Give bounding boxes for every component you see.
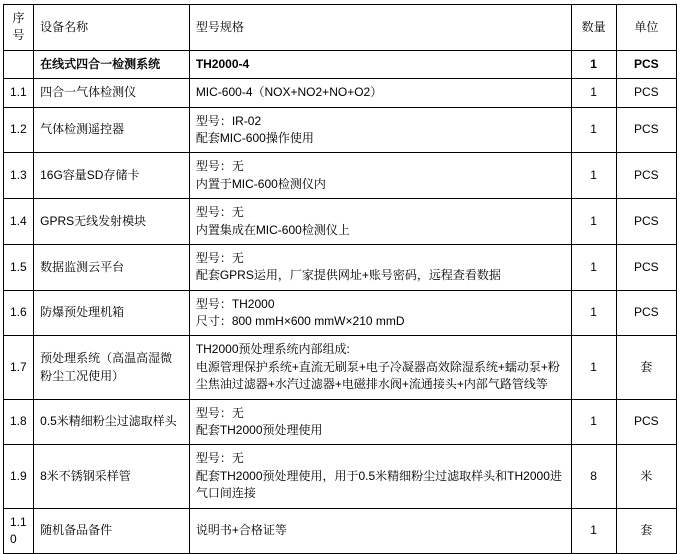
row-spec-line: 型号：TH2000 — [195, 296, 275, 311]
row-spec-line: 型号：无 — [195, 405, 244, 420]
row-spec — [189, 79, 571, 107]
row-equipment-name: 防爆预处理机箱 — [34, 290, 190, 336]
row-equipment-name: 四合一气体检测仪 — [34, 79, 190, 107]
table-row — [4, 244, 677, 290]
table-header-row — [4, 5, 677, 51]
row-equipment-name: 8米不锈钢采样管 — [34, 445, 190, 508]
row-spec-line: MIC-600-4（NOX+NO2+NO+O2） — [195, 85, 383, 100]
row-quantity: 1 — [571, 79, 616, 107]
row-equipment-name: 在线式四合一检测系统 — [34, 50, 190, 78]
equipment-table — [3, 4, 677, 554]
row-equipment-name: 预处理系统（高温高湿微粉尘工况使用） — [34, 336, 190, 399]
row-spec — [189, 336, 571, 399]
row-unit: 套 — [616, 336, 676, 399]
column-header-no — [4, 5, 34, 51]
row-spec-line: 电源管理保护系统+直流无刷泵+电子冷凝器高效除湿系统+蠕动泵+粉尘焦油过滤器+水汽过滤器+电磁排水阀+流通接头+内部气路管线等 — [195, 359, 560, 392]
row-quantity: 1 — [571, 244, 616, 290]
row-spec-line: TH2000预处理系统内部组成: — [195, 342, 350, 357]
row-spec — [189, 508, 571, 554]
row-quantity: 8 — [571, 445, 616, 508]
table-row — [4, 399, 677, 445]
row-spec — [189, 107, 571, 153]
row-spec-line: 说明书+合格证等 — [195, 523, 287, 538]
row-spec-line: 型号：无 — [195, 451, 244, 466]
row-unit: PCS — [616, 199, 676, 245]
row-quantity: 1 — [571, 50, 616, 78]
column-header-no-line2: 号 — [12, 28, 25, 43]
table-row — [4, 290, 677, 336]
row-equipment-name: 0.5米精细粉尘过滤取样头 — [34, 399, 190, 445]
row-number: 1.3 — [4, 153, 34, 199]
row-spec-line: 配套GPRS运用，厂家提供网址+账号密码，远程查看数据 — [195, 268, 501, 283]
row-unit: PCS — [616, 290, 676, 336]
table-row — [4, 107, 677, 153]
row-number: 1.5 — [4, 244, 34, 290]
row-spec-line: 内置于MIC-600检测仪内 — [195, 176, 326, 191]
row-quantity: 1 — [571, 399, 616, 445]
table-row — [4, 445, 677, 508]
row-spec-line: TH2000-4 — [195, 56, 250, 71]
row-number: 1.10 — [4, 508, 34, 554]
row-spec-line: 配套TH2000预处理使用 — [195, 423, 323, 438]
row-quantity: 1 — [571, 199, 616, 245]
column-header-name: 设备名称 — [34, 5, 190, 51]
row-unit: PCS — [616, 50, 676, 78]
table-row — [4, 153, 677, 199]
row-number: 1.9 — [4, 445, 34, 508]
row-quantity: 1 — [571, 336, 616, 399]
row-unit: PCS — [616, 153, 676, 199]
row-spec-line: 型号：无 — [195, 159, 244, 174]
row-unit: 米 — [616, 445, 676, 508]
row-unit: PCS — [616, 244, 676, 290]
row-equipment-name: 气体检测遥控器 — [34, 107, 190, 153]
row-number: 1.2 — [4, 107, 34, 153]
table-row — [4, 508, 677, 554]
row-spec-line: 配套TH2000预处理使用，用于0.5米精细粉尘过滤取样头和TH2000进气口间连接 — [195, 468, 562, 501]
row-spec-line: 配套MIC-600操作使用 — [195, 130, 314, 145]
row-spec — [189, 199, 571, 245]
row-spec — [189, 50, 571, 78]
row-number: 1.4 — [4, 199, 34, 245]
row-spec-line: 尺寸：800 mmH×600 mmW×210 mmD — [195, 314, 405, 329]
row-number: 1.1 — [4, 79, 34, 107]
row-spec-line: 型号：IR-02 — [195, 113, 262, 128]
row-spec-line: 内置集成在MIC-600检测仪上 — [195, 222, 350, 237]
row-equipment-name: 数据监测云平台 — [34, 244, 190, 290]
row-spec — [189, 244, 571, 290]
row-equipment-name: GPRS无线发射模块 — [34, 199, 190, 245]
row-spec-line: 型号：无 — [195, 205, 244, 220]
row-quantity: 1 — [571, 290, 616, 336]
table-row — [4, 199, 677, 245]
column-header-unit: 单位 — [616, 5, 676, 51]
table-row — [4, 79, 677, 107]
row-quantity: 1 — [571, 153, 616, 199]
row-spec — [189, 445, 571, 508]
row-unit: 套 — [616, 508, 676, 554]
row-spec — [189, 399, 571, 445]
column-header-spec: 型号规格 — [189, 5, 571, 51]
row-quantity: 1 — [571, 107, 616, 153]
row-equipment-name: 随机备品备件 — [34, 508, 190, 554]
table-row — [4, 50, 677, 78]
row-quantity: 1 — [571, 508, 616, 554]
row-number: 1.7 — [4, 336, 34, 399]
row-spec-line: 型号：无 — [195, 250, 244, 265]
column-header-qty: 数量 — [571, 5, 616, 51]
table-header — [4, 5, 677, 51]
row-spec — [189, 290, 571, 336]
row-number: 1.6 — [4, 290, 34, 336]
column-header-no-line1: 序 — [12, 11, 25, 25]
row-spec — [189, 153, 571, 199]
row-unit: PCS — [616, 79, 676, 107]
row-unit: PCS — [616, 399, 676, 445]
row-equipment-name: 16G容量SD存储卡 — [34, 153, 190, 199]
row-number — [4, 50, 34, 78]
table-row — [4, 336, 677, 399]
table-body — [4, 50, 677, 554]
row-number: 1.8 — [4, 399, 34, 445]
row-unit: PCS — [616, 107, 676, 153]
